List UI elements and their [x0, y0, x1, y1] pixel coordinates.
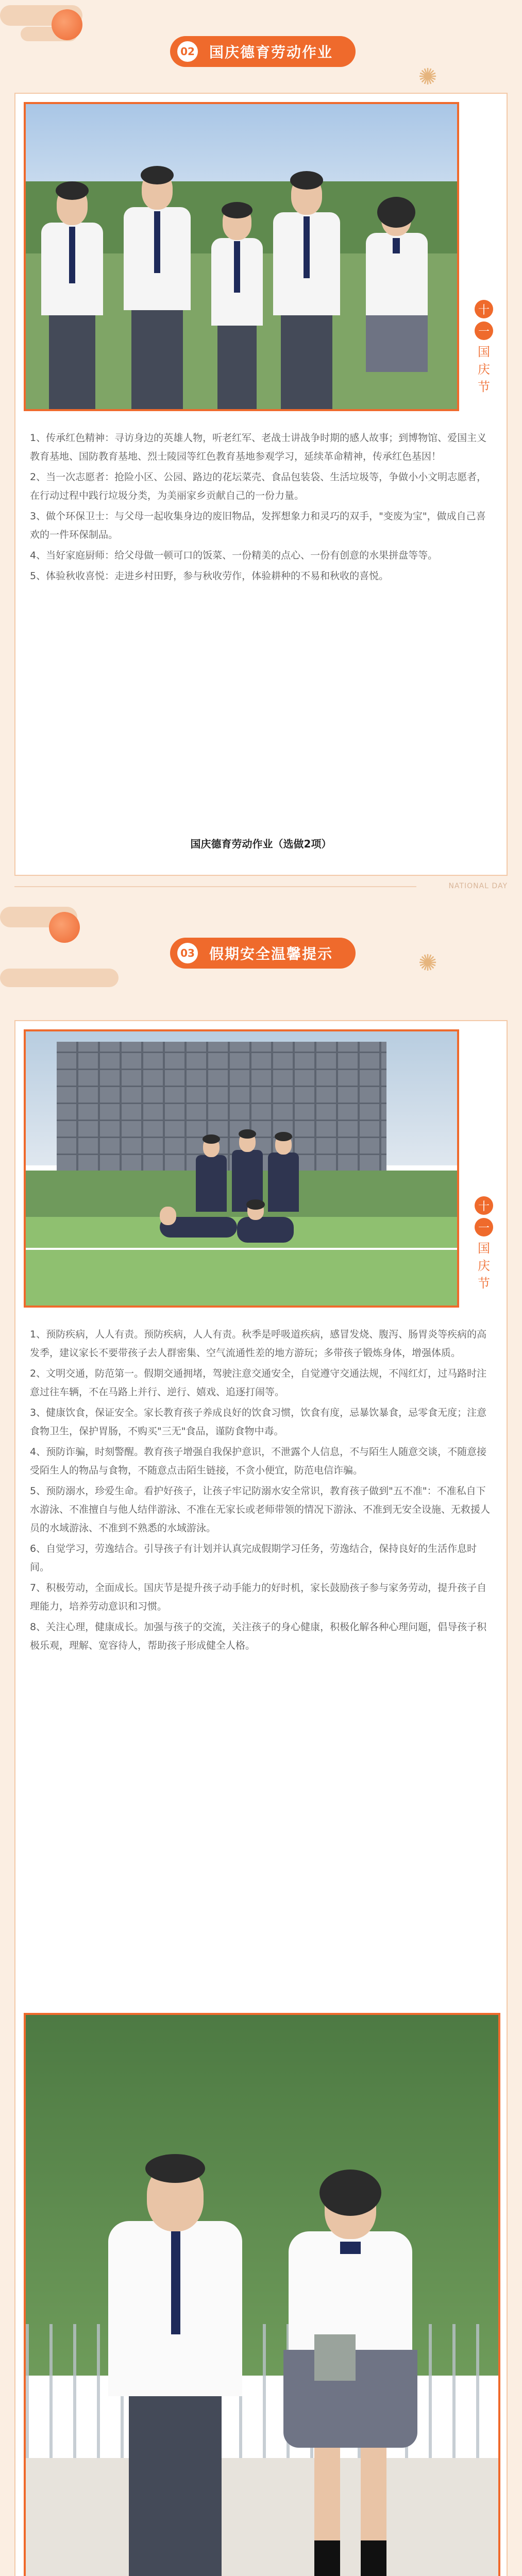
- divider-line: [14, 886, 416, 887]
- homework-item: 5、体验秋收喜悦：走进乡村田野，参与秋收劳作，体验耕种的不易和秋收的喜悦。: [30, 570, 389, 582]
- section-number: 03: [177, 943, 198, 963]
- homework-item: 1、传承红色精神：寻访身边的英雄人物，听老红军、老战士讲战争时期的感人故事；到博物馆、爱国主义教育基地、国防教育基地、烈士陵园等红色教育基地参观学习，延续革命精神，传承红色基因！: [30, 432, 487, 462]
- sun-decoration: [49, 912, 80, 943]
- safety-tip: 8、关注心理，健康成长。加强与孩子的交流，关注孩子的身心健康，积极化解各种心理问题，倡导孩子积极乐观，理解、宽容待人，帮助孩子形成健全人格。: [30, 1621, 487, 1651]
- safety-tip: 6、自觉学习，劳逸结合。引导孩子有计划并认真完成假期学习任务，劳逸结合，保持良好的生活作息时间。: [30, 1543, 477, 1573]
- homework-item: 3、做个环保卫士：与父母一起收集身边的废旧物品，发挥想象力和灵巧的双手，"变废为宝"，做成自己喜欢的一件环保制品。: [30, 511, 486, 540]
- firework-icon: ✺: [418, 64, 437, 90]
- sun-decoration: [52, 9, 82, 40]
- section-header: [170, 36, 356, 67]
- uniform-students-photo: [24, 2013, 500, 2576]
- safety-tip: 1、预防疾病，人人有责。预防疾病，人人有责。秋季是呼吸道疾病，感冒发烧、腹泻、肠胃炎等疾病的高发季，建议家长不要带孩子去人群密集、空气流通性差的地方游玩；多带孩子锻炼身体，增强体质。: [30, 1329, 487, 1359]
- content-card: [14, 1020, 508, 2576]
- vertical-holiday-label: 十 一 国 庆 节: [468, 1196, 499, 1292]
- safety-tip: 3、健康饮食，保证安全。家长教育孩子养成良好的饮食习惯，饮食有度，忌暴饮暴食，忌零食无度；注意食物卫生，保护胃肠，不购买"三无"食品，谨防食物中毒。: [30, 1407, 487, 1437]
- safety-tip: 5、预防溺水，珍爱生命。看护好孩子，让孩子牢记防溺水安全常识，教育孩子做到"五不准"：不准私自下水游泳、不准擅自与他人结伴游泳、不准在无家长或老师带领的情况下游泳、不准到无安全设施、无救援人员的水域游泳、不准到不熟悉的水域游泳。: [30, 1485, 491, 1534]
- section-number: 02: [177, 41, 198, 62]
- homework-item: 2、当一次志愿者：抢险小区、公园、路边的花坛菜壳、食品包装袋、生活垃圾等，争做小小文明志愿者，在行动过程中践行垃圾分类，为美丽家乡贡献自己的一份力量。: [30, 471, 487, 501]
- firework-icon: ✺: [418, 950, 437, 976]
- safety-tip: 4、预防诈骗，时刻警醒。教育孩子增强自我保护意识，不泄露个人信息，不与陌生人随意交谈，不随意接受陌生人的物品与食物，不随意点击陌生链接，不贪小便宜，防范电信诈骗。: [30, 1446, 487, 1476]
- homework-caption: 国庆德育劳动作业（选做2项）: [190, 838, 332, 850]
- section-labor-homework: [0, 0, 522, 907]
- section-title: 假期安全温馨提示: [209, 945, 333, 962]
- vertical-holiday-label: 十 一 国 庆 节: [468, 300, 499, 396]
- section-title: 国庆德育劳动作业: [209, 44, 333, 61]
- safety-tip: 7、积极劳动，全面成长。国庆节是提升孩子动手能力的好时机，家长鼓励孩子参与家务劳动，提升孩子自理能力，培养劳动意识和习惯。: [30, 1582, 487, 1612]
- content-card: [14, 93, 508, 876]
- section-safety-tips: [0, 907, 522, 2576]
- national-day-footer: NATIONAL DAY: [448, 882, 508, 890]
- cloud-decoration: [0, 969, 119, 987]
- safety-tip: 2、文明交通，防范第一。假期交通拥堵，驾驶注意交通安全，自觉遵守交通法规，不闯红灯，过马路时注意过往车辆，不在马路上并行、逆行、嬉戏、追逐打闹等。: [30, 1368, 487, 1398]
- campus-group-photo: [24, 1029, 459, 1308]
- section-header: [170, 938, 356, 969]
- homework-item: 4、当好家庭厨师：给父母做一顿可口的饭菜、一份精美的点心、一份有创意的水果拼盘等等。: [30, 550, 438, 561]
- homework-list: [30, 429, 494, 587]
- safety-tips-list: [30, 1325, 494, 1657]
- students-saluting-photo: [24, 102, 459, 411]
